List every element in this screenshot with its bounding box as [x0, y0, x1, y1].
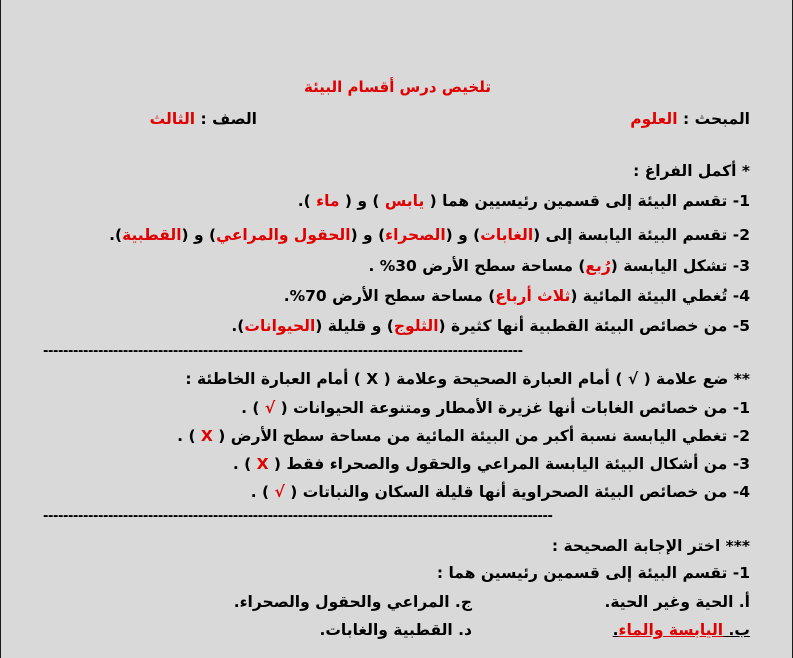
item-text: من أشكال البيئة اليابسة المراعي والحقول والصحراء فقط ( — [268, 455, 728, 473]
answer-text: الغابات — [480, 226, 534, 244]
item-number: 5- — [732, 317, 750, 335]
answer-text: القطبية — [122, 226, 182, 244]
item-text: ) . — [177, 427, 201, 445]
option-d: د. القطبية والغابات. — [319, 621, 472, 639]
item-number: 1- — [732, 192, 750, 210]
item-text: ). — [297, 192, 317, 210]
truefalse-item-3 — [233, 453, 750, 475]
fill-item-2 — [109, 224, 750, 246]
item-text: تقسم البيئة اليابسة إلى ( — [533, 226, 728, 244]
fill-item-4 — [284, 285, 750, 307]
subject-label: المبحث : — [682, 110, 750, 128]
answer-text: الحيوانات — [244, 317, 316, 335]
grade-label: الصف : — [200, 110, 257, 128]
section1-heading: * أكمل الفراغ : — [633, 162, 750, 180]
option-b — [613, 619, 750, 641]
cross-mark: X — [200, 427, 213, 445]
mc-question-1: 1- تقسم البيئة إلى قسمين رئيسين هما : — [436, 564, 750, 582]
item-text: ). — [109, 226, 123, 244]
item-number: 3- — [732, 257, 750, 275]
page-title: تلخيص درس أقسام البيئة — [304, 78, 491, 96]
item-text: ) و ( — [445, 226, 481, 244]
cross-mark: X — [256, 455, 269, 473]
item-text: من خصائص البيئة القطبية أنها كثيرة ( — [438, 317, 728, 335]
option-b-end: . — [612, 621, 619, 639]
grade-field — [150, 108, 257, 130]
item-text: ) و ( — [181, 226, 217, 244]
separator-line: ------------------------------------------------------------------------------------------------ — [43, 344, 523, 359]
check-mark: √ — [274, 483, 285, 501]
option-a: أ. الحية وغير الحية. — [604, 593, 750, 611]
truefalse-item-4 — [251, 481, 750, 503]
item-text: ) مساحة سطح الأرض 30% . — [368, 257, 586, 275]
fill-item-3 — [368, 255, 750, 277]
answer-text: يابس — [384, 192, 425, 210]
answer-text: ثلاث أرباع — [495, 287, 571, 305]
answer-text: الحقول والمراعي — [216, 226, 351, 244]
item-number: 4- — [732, 287, 750, 305]
item-text: تشكل اليابسة ( — [610, 257, 728, 275]
answer-text: رُبع — [585, 257, 611, 275]
item-number: 1- — [732, 399, 750, 417]
item-text: ). — [231, 317, 245, 335]
item-number: 3- — [732, 455, 750, 473]
item-text: من خصائص البيئة الصحراوية أنها قليلة السكان والنباتات ( — [284, 483, 728, 501]
answer-text: اليابسة والماء — [618, 621, 724, 639]
item-number: 4- — [732, 483, 750, 501]
section3-heading: *** اختر الإجابة الصحيحة : — [551, 537, 750, 555]
item-text: تقسم البيئة إلى قسمين رئيسيين هما ( — [424, 192, 728, 210]
check-mark: √ — [264, 399, 276, 417]
option-c: ج. المراعي والحقول والصحراء. — [233, 593, 472, 611]
item-text: ) و ( — [350, 226, 386, 244]
grade-value: الثالث — [149, 110, 196, 128]
item-text: ) . — [241, 399, 265, 417]
separator-line: ------------------------------------------------------------------------------------------------------ — [43, 509, 553, 524]
fill-item-1 — [298, 190, 750, 212]
item-text: ) . — [232, 455, 257, 473]
truefalse-item-2 — [177, 425, 750, 447]
answer-text: الثلوج — [393, 317, 439, 335]
item-text: ) و قليلة ( — [315, 317, 394, 335]
fill-item-5 — [231, 315, 750, 337]
subject-value: العلوم — [630, 110, 678, 128]
item-text: ) . — [250, 483, 275, 501]
option-b-label: ب. — [723, 621, 750, 639]
subject-field — [630, 108, 750, 130]
truefalse-item-1 — [241, 397, 750, 419]
answer-text: الصحراء — [385, 226, 446, 244]
item-text: من خصائص الغابات أنها غزيرة الأمطار ومتنوعة الحيوانات ( — [275, 399, 728, 417]
section2-heading: ** ضع علامة ( √ ) أمام العبارة الصحيحة وعلامة ( X ) أمام العبارة الخاطئة : — [185, 370, 750, 388]
item-number: 2- — [732, 226, 750, 244]
item-text: تغطي اليابسة نسبة أكبر من البيئة المائية من مساحة سطح الأرض ( — [212, 427, 728, 445]
item-number: 2- — [732, 427, 750, 445]
item-text: تُغطي البيئة المائية ( — [570, 287, 728, 305]
item-text: ) و ( — [339, 192, 385, 210]
item-text: ) مساحة سطح الأرض 70%. — [283, 287, 496, 305]
answer-text: ماء — [316, 192, 340, 210]
